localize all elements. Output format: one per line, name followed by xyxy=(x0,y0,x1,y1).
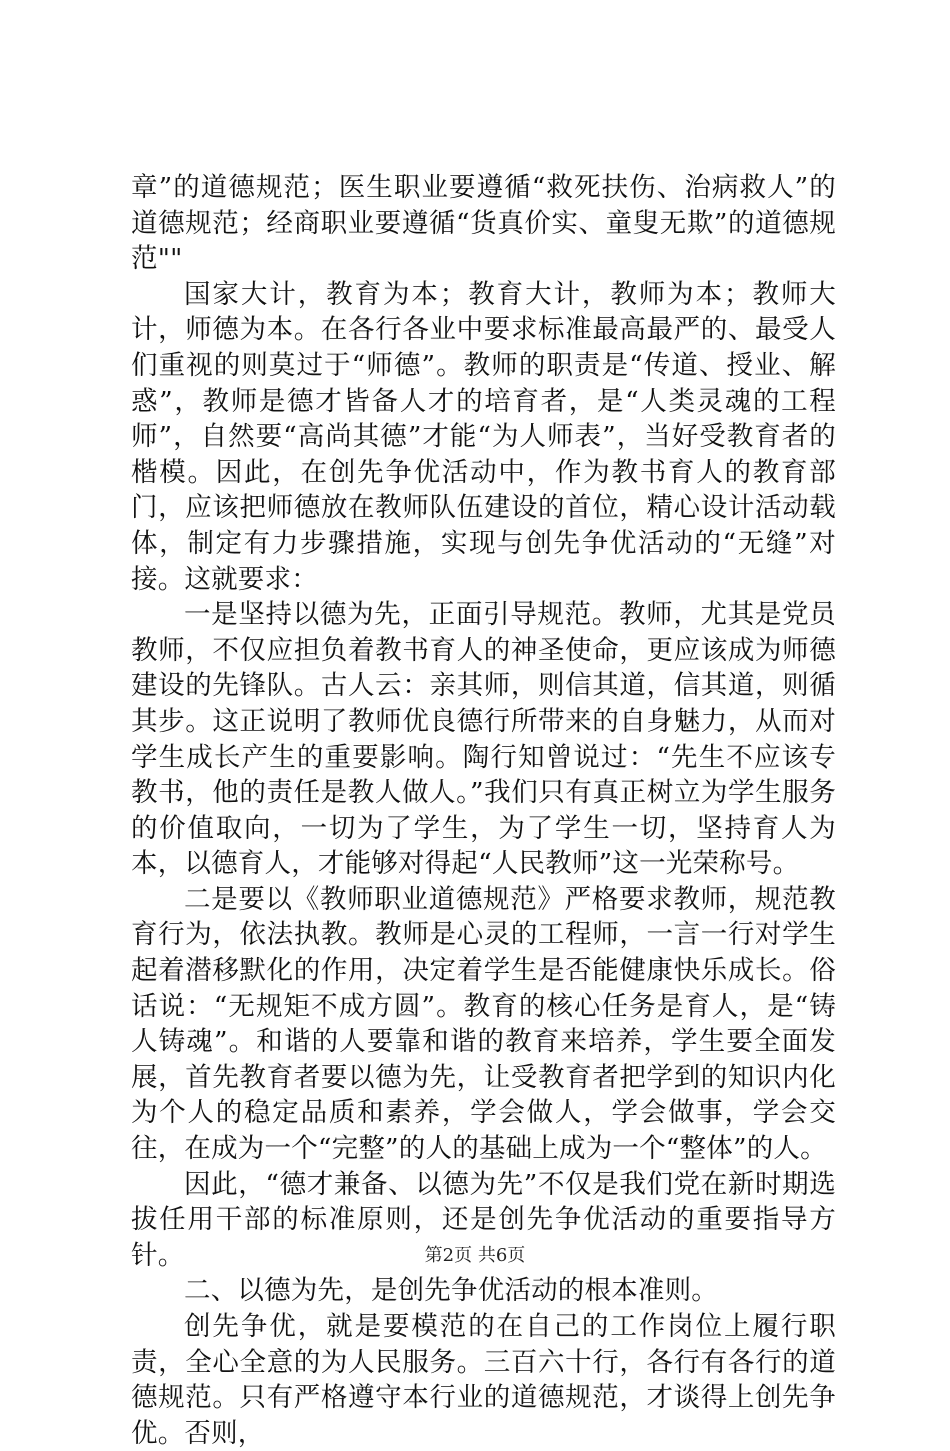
paragraph-2: 国家大计，教育为本；教育大计，教师为本；教师大计，师德为本。在各行各业中要求标准最高最严的、最受人们重视的则莫过于“师德”。教师的职责是“传道、授业、解惑”，教师是德才皆备人才的培育者，是“人类灵魂的工程师”，自然要“高尚其德”才能“为人师表”，当好受教育者的楷模。因此，在创先争优活动中，作为教书育人的教育部门，应该把师德放在教师队伍建设的首位，精心设计活动载体，制定有力步骤措施，实现与创先争优活动的“无缝”对接。这就要求： xyxy=(131,278,836,595)
paragraph-3: 一是坚持以德为先，正面引导规范。教师，尤其是党员教师，不仅应担负着教书育人的神圣使命，更应该成为师德建设的先锋队。古人云：亲其师，则信其道，信其道，则循其步。这正说明了教师优良德行所带来的自身魅力，从而对学生成长产生的重要影响。陶行知曾说过：“先生不应该专教书，他的责任是教人做人。”我们只有真正树立为学生服务的价值取向，一切为了学生，为了学生一切，坚持育人为本，以德育人，才能够对得起“人民教师”这一光荣称号。 xyxy=(131,599,836,880)
section-heading: 二、以德为先，是创先争优活动的根本准则。 xyxy=(184,1275,718,1307)
paragraph-5: 因此，“德才兼备、以德为先”不仅是我们党在新时期选拔任用干部的标准原则，还是创先争优活动的重要指导方针。 xyxy=(131,1168,836,1271)
paragraph-1: 章”的道德规范；医生职业要遵循“救死扶伤、治病救人”的道德规范；经商职业要遵循“货真价实、童叟无欺”的道德规范"" xyxy=(131,172,836,275)
page-number-footer: 第2页 共6页 xyxy=(424,1245,526,1266)
paragraph-6: 创先争优，就是要模范的在自己的工作岗位上履行职责，全心全意的为人民服务。三百六十行，各行有各行的道德规范。只有严格遵守本行业的道德规范，才谈得上创先争优。否则， xyxy=(131,1311,836,1449)
paragraph-4: 二是要以《教师职业道德规范》严格要求教师，规范教育行为，依法执教。教师是心灵的工程师，一言一行对学生起着潜移默化的作用，决定着学生是否能健康快乐成长。俗话说：“无规矩不成方圆”。教育的核心任务是育人，是“铸人铸魂”。和谐的人要靠和谐的教育来培养，学生要全面发展，首先教育者要以德为先，让受教育者把学到的知识内化为个人的稳定品质和素养，学会做人，学会做事，学会交往，在成为一个“完整”的人的基础上成为一个“整体”的人。 xyxy=(131,883,836,1165)
